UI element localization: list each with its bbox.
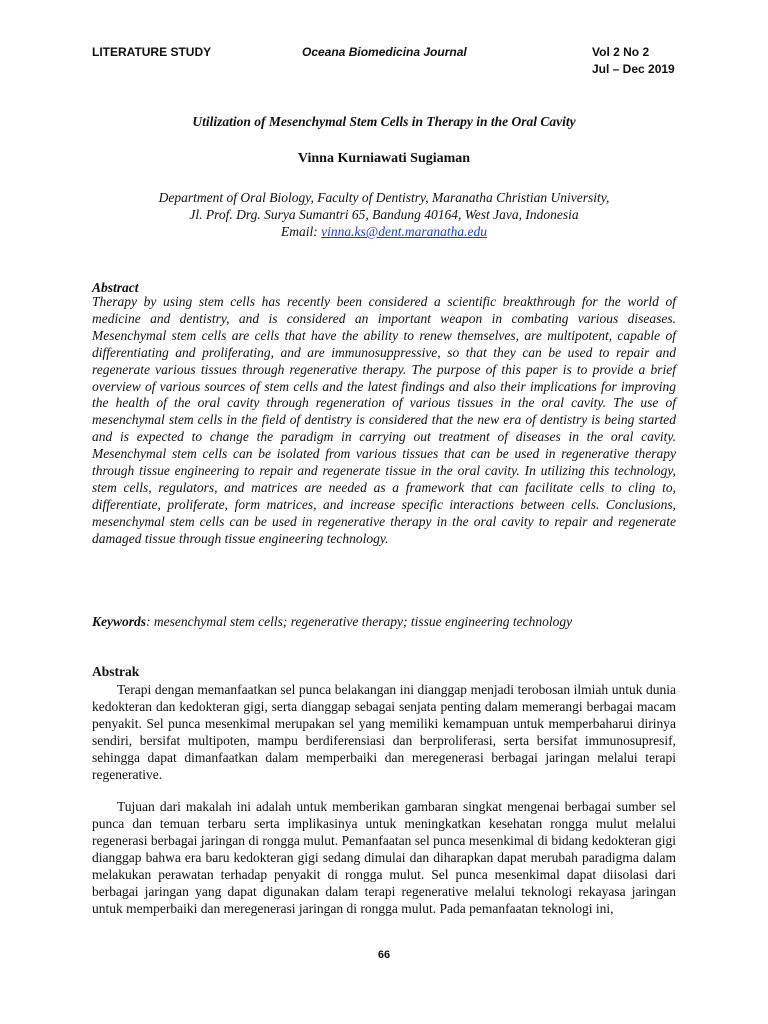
keywords-line — [92, 614, 676, 630]
page-number: 66 — [377, 949, 391, 961]
email-link[interactable]: vinna.ks@dent.maranatha.edu — [321, 224, 487, 239]
abstract-heading: Abstract — [92, 280, 139, 295]
affiliation-line-1: Department of Oral Biology, Faculty of Dentistry, Maranatha Christian University, — [158, 190, 610, 205]
header-date: Jul – Dec 2019 — [592, 62, 675, 76]
author-name: Vinna Kurniawati Sugiaman — [297, 151, 471, 166]
affiliation-block — [92, 189, 676, 240]
abstract-body: Therapy by using stem cells has recently been considered a scientific breakthrough for the world of medicine and dentistry, and is considered an important weapon in combating various diseases. Mesenchymal stem cells are cells that have the ability to renew themselves, are multipotent, capable of differentiating and proliferating, and are immunosuppressive, so that they can be used to repair and regenerate various tissues through regenerative therapy. The purpose of this paper is to provide a brief overview of various sources of stem cells and the latest findings and also their implications for improving the health of the oral cavity through regeneration of various tissues in the oral cavity. The use of mesenchymal stem cells in the field of dentistry is considered that the new era of dentistry is being started and is expected to change the paradigm in carrying out treatment of diseases in the oral cavity. Mesenchymal stem cells can be isolated from various tissues that can be used in regenerative therapy through tissue engineering to repair and regenerate tissue in the oral cavity. In utilizing this technology, stem cells, regulators, and matrices are needed as a framework that can facilitate cells to cling to, differentiate, proliferate, form matrices, and increase specific interactions between cells. Conclusions, mesenchymal stem cells can be used in regenerative therapy in the oral cavity to repair and regenerate damaged tissue through tissue engineering technology. — [92, 294, 676, 546]
header-section-label: LITERATURE STUDY — [92, 45, 212, 59]
affiliation-line-2: Jl. Prof. Drg. Surya Sumantri 65, Bandung 40164, West Java, Indonesia — [189, 207, 579, 222]
abstrak-heading: Abstrak — [92, 664, 140, 679]
email-label: Email: — [281, 224, 318, 239]
email-line — [92, 223, 676, 240]
abstrak-paragraph-1: Terapi dengan memanfaatkan sel punca belakangan ini dianggap menjadi terobosan ilmiah untuk dunia kedokteran dan kedokteran gigi, serta dianggap sebagai senjata penting dalam memerangi berbagai macam penyakit. Sel punca mesenkimal merupakan sel yang memiliki kemampuan untuk memperbaharui dirinya sendiri, bersifat multipoten, mampu berdiferensiasi dan berproliferasi, serta bersifat immunosupresif, sehingga dapat dimanfaatkan dalam memperbaiki dan meregenerasi berbagai jaringan melalui terapi regenerative. — [92, 682, 676, 782]
keywords-text: : mesenchymal stem cells; regenerative therapy; tissue engineering technology — [146, 614, 573, 629]
header-volume: Vol 2 No 2 — [592, 45, 650, 59]
keywords-label: Keywords — [92, 614, 146, 629]
abstrak-paragraph-2: Tujuan dari makalah ini adalah untuk memberikan gambaran singkat mengenai berbagai sumber sel punca dan temuan terbaru serta implikasinya untuk meningkatkan kesehatan rongga mulut melalui regenerasi berbagai jaringan di rongga mulut. Pemanfaatan sel punca mesenkimal di bidang kedokteran gigi dianggap bahwa era baru kedokteran gigi sedang dimulai dan diharapkan dapat merubah paradigma dalam melakukan perawatan terhadap penyakit di rongga mulut. Sel punca mesenkimal dapat diisolasi dari berbagai jaringan yang dapat digunakan dalam terapi regenerative melalui teknologi rekayasa jaringan untuk memperbaiki dan meregenerasi jaringan di rongga mulut. Pada pemanfaatan teknologi ini, — [92, 799, 676, 916]
header-journal-name: Oceana Biomedicina Journal — [302, 45, 467, 59]
paper-title: Utilization of Mesenchymal Stem Cells in Therapy in the Oral Cavity — [192, 114, 576, 129]
